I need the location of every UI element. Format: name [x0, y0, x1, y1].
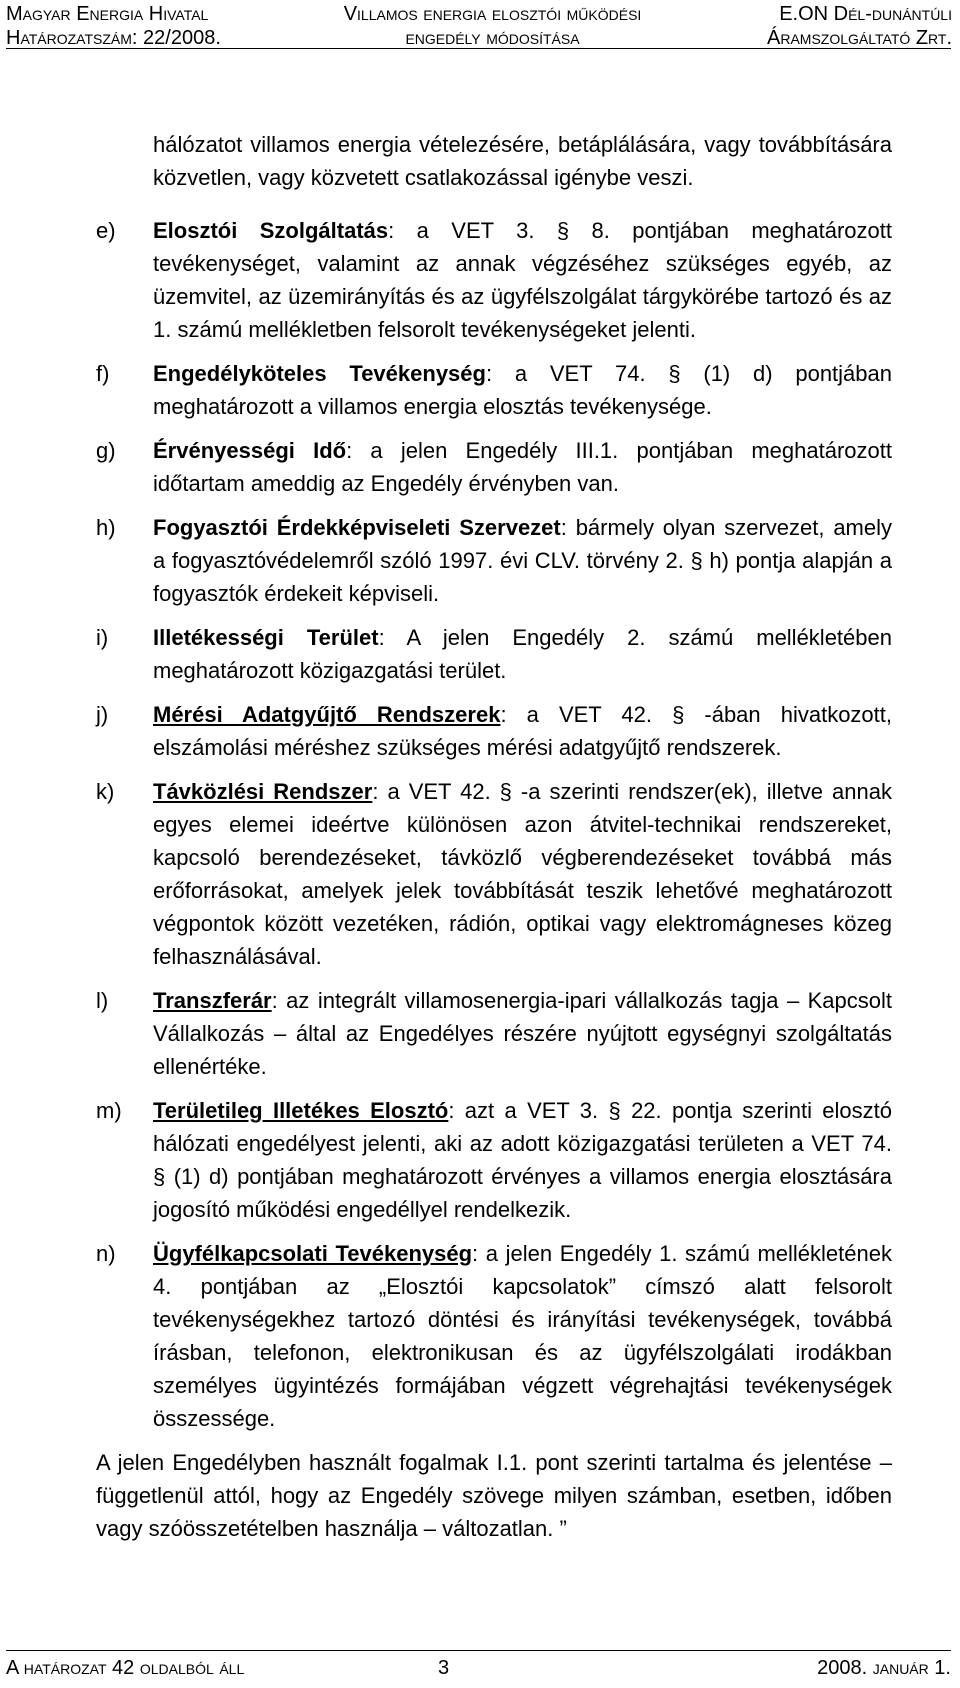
footer-page-number: 3: [438, 1657, 450, 1679]
definition-e: [96, 214, 892, 346]
definition-body: : a VET 42. § -ában hivatkozott, elszámolási méréshez szükséges mérési adatgyűjtő rendszerek.: [153, 702, 893, 760]
definition-g: [96, 434, 892, 500]
definition-term: Transzferár: [153, 988, 272, 1013]
definition-body: : bármely olyan szervezet, amely a fogyasztóvédelemről szóló 1997. évi CLV. törvény 2. § h) pontja alapján a fogyasztók érdekeit képviseli.: [153, 515, 892, 606]
definition-j: [96, 698, 892, 764]
definition-k: [96, 775, 892, 973]
definition-text: [153, 698, 892, 764]
definition-body: : a VET 3. § 8. pontjában meghatározott tevékenységet, valamint az annak végzéséhez szükséges egyéb, az üzemvitel, az üzemirányítás és az ügyfélszolgálat tárgykörébe tartozó és az 1. számú mellékletben felsorolt tevékenységeket jelenti.: [153, 218, 892, 342]
header-licensee-line1: E.ON Dél-dunántúli: [779, 3, 952, 25]
header-subject: [330, 2, 655, 50]
definition-term: Fogyasztói Érdekképviseleti Szervezet: [153, 515, 561, 540]
definition-text: [153, 357, 892, 423]
definition-label: i): [96, 625, 109, 650]
definition-text: [153, 434, 892, 500]
definition-label: e): [96, 218, 116, 243]
header-divider: [6, 48, 951, 49]
definition-term: Engedélyköteles Tevékenység: [153, 361, 486, 386]
definition-i: [96, 621, 892, 687]
definition-body: : a jelen Engedély 1. számú mellékletének 4. pontjában az „Elosztói kapcsolatok” címszó alatt felsorolt tevékenységekhez tartozó döntési és irányítási tevékenységek, továbbá írásban, telefonon, elektronikusan és az ügyfélszolgálati irodákban személyes ügyintézés formájában végzett végrehajtási tevékenységek összessége.: [153, 1241, 892, 1431]
definition-text: [153, 1237, 892, 1435]
definition-term: Érvényességi Idő: [153, 438, 347, 463]
definition-body: : a VET 42. § -a szerinti rendszer(ek), illetve annak egyes elemei ideértve különösen azon átvitel-technikai rendszereket, kapcsoló berendezéseket, távközlő végberendezéseket továbbá más erőforrásokat, amelyek jelek továbbítását teszik lehetővé meghatározott végpontok között vezetéken, rádión, optikai vagy elektromágneses közeg felhasználásával.: [153, 779, 892, 969]
definition-text: [153, 621, 892, 687]
definition-label: l): [96, 988, 109, 1013]
definition-label: n): [96, 1241, 116, 1266]
page-header: [0, 0, 960, 50]
definition-term: Mérési Adatgyűjtő Rendszerek: [153, 702, 501, 727]
definition-body: : A jelen Engedély 2. számú mellékletében meghatározott közigazgatási terület.: [153, 625, 892, 683]
definition-term: Területileg Illetékes Elosztó: [153, 1098, 449, 1123]
definition-f: [96, 357, 892, 423]
definition-label: g): [96, 438, 116, 463]
definition-text: [153, 775, 892, 973]
definition-label: k): [96, 779, 115, 804]
header-authority-name: Magyar Energia Hivatal: [6, 3, 209, 25]
header-authority: [6, 2, 221, 50]
closing-paragraph: A jelen Engedélyben használt fogalmak I.1. pont szerinti tartalma és jelentése – függetlenül attól, hogy az Engedély szövege milyen számban, esetben, időben vagy szóösszetételben használja – változatlan. ”: [96, 1450, 892, 1541]
definitions-section: [96, 128, 892, 1545]
definition-label: f): [96, 361, 110, 386]
definition-label: h): [96, 515, 116, 540]
definition-body: : a VET 74. § (1) d) pontjában meghatározott a villamos energia elosztás tevékenysége.: [153, 361, 892, 419]
header-decision-number: Határozatszám: 22/2008.: [6, 27, 221, 49]
footer-divider: [6, 1650, 951, 1651]
definition-term: Távközlési Rendszer: [153, 779, 373, 804]
definition-text: [153, 984, 892, 1083]
definition-body: : azt a VET 3. § 22. pontja szerinti elosztó hálózati engedélyest jelenti, aki az adott közigazgatási területen a VET 74. § (1) d) pontjában meghatározott érvényes a villamos energia elosztására jogosító működési engedéllyel rendelkezik.: [153, 1098, 892, 1222]
definition-n: [96, 1237, 892, 1435]
footer-page-count: A határozat 42 oldalból áll: [6, 1657, 245, 1679]
definition-text: [153, 1094, 892, 1226]
definition-label: m): [96, 1098, 122, 1123]
definition-body: : az integrált villamosenergia-ipari vállalkozás tagja – Kapcsolt Vállalkozás – által az Engedélyes részére nyújtott egységnyi szolgáltatás ellenértéke.: [153, 988, 892, 1079]
continuation-paragraph: hálózatot villamos energia vételezésére, betáplálására, vagy továbbítására közvetlen, vagy közvetett csatlakozással igénybe veszi.: [153, 132, 892, 190]
definition-text: [153, 214, 892, 346]
header-subject-line2: engedély módosítása: [405, 27, 580, 49]
definition-term: Illetékességi Terület: [153, 625, 379, 650]
definition-l: [96, 984, 892, 1083]
definition-term: Ügyfélkapcsolati Tevékenység: [153, 1241, 473, 1266]
header-licensee: [767, 2, 952, 50]
definition-h: [96, 511, 892, 610]
definition-body: : a jelen Engedély III.1. pontjában meghatározott időtartam ameddig az Engedély érvényben van.: [153, 438, 892, 496]
definition-label: j): [96, 702, 109, 727]
footer-date: 2008. január 1.: [817, 1657, 951, 1679]
definition-text: [153, 511, 892, 610]
header-subject-line1: Villamos energia elosztói működési: [343, 3, 642, 25]
header-licensee-line2: Áramszolgáltató Zrt.: [767, 27, 952, 49]
definition-m: [96, 1094, 892, 1226]
definition-term: Elosztói Szolgáltatás: [153, 218, 389, 243]
